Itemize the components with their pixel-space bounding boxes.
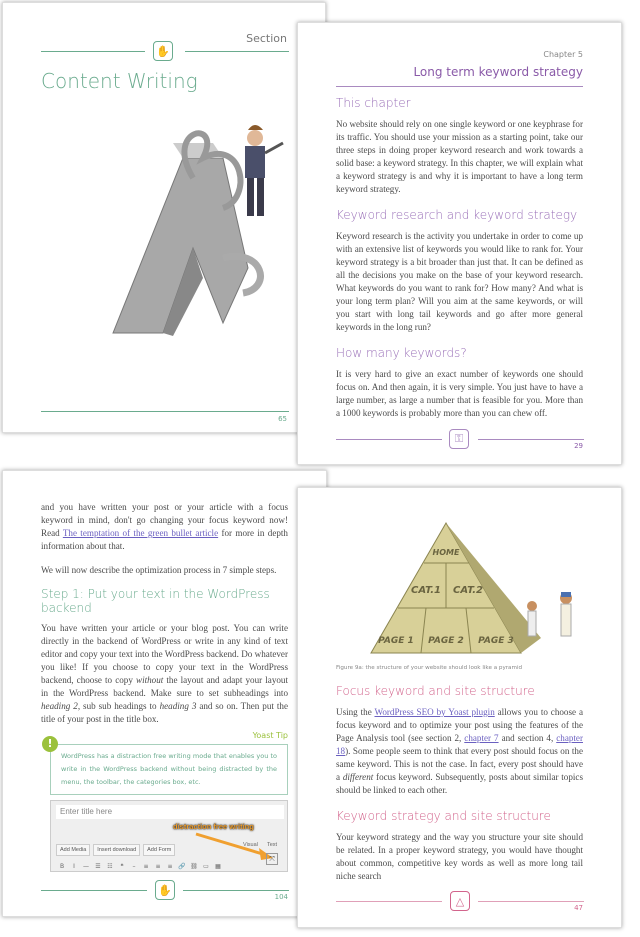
hand-icon: ✋ — [153, 41, 173, 61]
wordpress-editor-screenshot — [50, 800, 288, 872]
toolbar-button[interactable]: I — [73, 863, 75, 870]
page-focus-keyword — [297, 487, 622, 928]
chapter-title: Long term keyword strategy — [413, 65, 583, 79]
add-form-button[interactable]: Add Form — [143, 844, 175, 856]
page-content-writing — [2, 2, 326, 433]
toolbar-button[interactable]: ⛓ — [190, 863, 198, 870]
heading-step-1: Step 1: Put your text in the WordPress backend — [41, 587, 270, 615]
wordpress-seo-plugin-link[interactable]: WordPress SEO by Yoast plugin — [374, 707, 495, 717]
figure-caption: Figure 9a: the structure of your website should look like a pyramid — [336, 665, 523, 671]
toolbar-button[interactable]: 🔗 — [178, 863, 186, 870]
toolbar-button[interactable]: ≡ — [167, 863, 173, 870]
paragraph: You have written your article or your blog post. You can write directly in the backend of WordPress or write in any kind of text editor and copy your text into the WordPress backend. Do whatever you like! If you choose to copy your text in the WordPress backend, choose to copy without the layout and adapt your layout in the WordPress backend. Make sure to set subheadings into heading 2, sub sub headings to heading 3 and so on. Then put the title of your post in the title box. — [41, 623, 288, 724]
paragraph: No website should rely on one single keyword or one keyphrase for its traffic. You should use your mission as a starting point, take our three steps in doing proper keyword research and work towards a solid base: a keyword strategy. In this chapter, we will explain what a keyword strategy is and why it is important to have a long term keyword strategy. — [336, 119, 583, 194]
egyptian-figures — [527, 592, 572, 636]
toolbar-button[interactable]: — — [83, 863, 89, 870]
tip-text: WordPress has a distraction free writing mode that enables you to write in the WordPress backend without being distracted by the menu, the toolbar, the categories box, etc. — [61, 752, 277, 786]
fullscreen-icon[interactable]: ⤧ — [266, 853, 278, 865]
yoast-tip-label: Yoast Tip — [252, 731, 288, 740]
toolbar-button[interactable]: B — [59, 863, 65, 870]
chapter-7-link[interactable]: chapter 7 — [464, 733, 499, 743]
toolbar-button[interactable]: ❝ — [120, 863, 124, 870]
heading-keyword-strategy: Keyword strategy and site structure — [336, 809, 551, 823]
page-number: 47 — [574, 904, 583, 912]
annotation-label: distraction free writing — [173, 822, 254, 831]
insert-download-button[interactable]: Insert download — [93, 844, 140, 856]
paragraph: and you have written your post or your article with a focus keyword in mind, don't go changing your focus keyword now! Read The temptation of the green bullet article for more in depth information about that. — [41, 502, 288, 551]
add-media-button[interactable]: Add Media — [56, 844, 90, 856]
site-structure-pyramid-illustration — [336, 518, 586, 658]
pyramid-label-cat2: CAT.2 — [453, 585, 483, 596]
heading-keyword-research: Keyword research and keyword strategy — [336, 208, 578, 222]
page-number: 104 — [274, 893, 288, 901]
paragraph: Keyword research is the activity you undertake in order to come up with an extensive list of keywords you would like to rank for. Your keyword strategy is a bit broader than just that. It can be defined as all the decisions you make on the base of your keyword research. What keywords do you want to rank for? How many? And what is your long term plan? Will you aim at the same keywords, or will you start with long tail keywords and go after more general keywords in the long run? — [336, 231, 583, 332]
pyramid-label-cat1: CAT.1 — [411, 585, 441, 596]
toolbar-button[interactable]: – — [132, 863, 136, 870]
pyramid-label-page1: PAGE 1 — [378, 636, 414, 646]
tab-visual[interactable]: Visual — [243, 842, 258, 848]
pyramid-label-page2: PAGE 2 — [428, 636, 464, 646]
paragraph: Using the WordPress SEO by Yoast plugin allows you to choose a focus keyword and to optimize your post using the features of the Page Analysis tool (see section 2, chapter 7 and section 4, chapter 18). Some people seem to think that every post should focus on the same keyword. This is not the case. In fact, every post should have a different focus keyword. Subsequently, posts about similar topics should be linked to each other. — [336, 707, 583, 795]
page-title: Content Writing — [41, 69, 198, 93]
page-step-1 — [2, 470, 327, 917]
paragraph: It is very hard to give an exact number of keywords one should focus on. And then again, it is very simple. You just have to have a large number, as large a number that is feasible for you. More than a 1000 keywords is probably more than you can chew off. — [336, 369, 583, 418]
heading-focus-keyword: Focus keyword and site structure — [336, 684, 535, 698]
toolbar-button[interactable]: ☰ — [95, 863, 101, 870]
paragraph: Your keyword strategy and the way you structure your site should be related. In a proper keyword strategy, you would have thought about common, competitive key words as well as more long tail niche search — [336, 832, 583, 881]
pyramid-icon: △ — [450, 891, 470, 911]
heading-this-chapter: This chapter — [336, 96, 411, 110]
editor-toolbar — [56, 855, 224, 873]
page-long-term-keyword-strategy — [297, 22, 622, 465]
paragraph: We will now describe the optimization process in 7 simple steps. — [41, 565, 277, 575]
title-input[interactable]: Enter title here — [56, 805, 284, 819]
yoast-tip-box — [50, 744, 288, 795]
toolbar-button[interactable]: ▭ — [203, 863, 209, 870]
section-label: Section — [246, 32, 287, 45]
toolbar-button[interactable]: ≡ — [143, 863, 149, 870]
tab-text[interactable]: Text — [267, 842, 278, 848]
pyramid-label-home: HOME — [432, 548, 460, 557]
toolbar-button[interactable]: ☷ — [107, 863, 113, 870]
toolbar-button[interactable]: ▦ — [215, 863, 221, 870]
letter-a-sculpture-illustration — [73, 118, 313, 338]
exclamation-icon: ! — [42, 736, 58, 752]
pyramid-label-page3: PAGE 3 — [478, 636, 514, 646]
page-number: 29 — [574, 442, 583, 450]
chapter-label: Chapter 5 — [543, 50, 583, 59]
toolbar-button[interactable]: ≡ — [155, 863, 161, 870]
keyhole-icon: ⚿ — [449, 429, 469, 449]
heading-how-many-keywords: How many keywords? — [336, 346, 467, 360]
chapter-18-link[interactable]: chapter 18 — [336, 733, 583, 756]
page-number: 65 — [278, 415, 287, 423]
hand-icon: ✋ — [155, 880, 175, 900]
temptation-article-link[interactable]: The temptation of the green bullet article — [62, 528, 219, 538]
